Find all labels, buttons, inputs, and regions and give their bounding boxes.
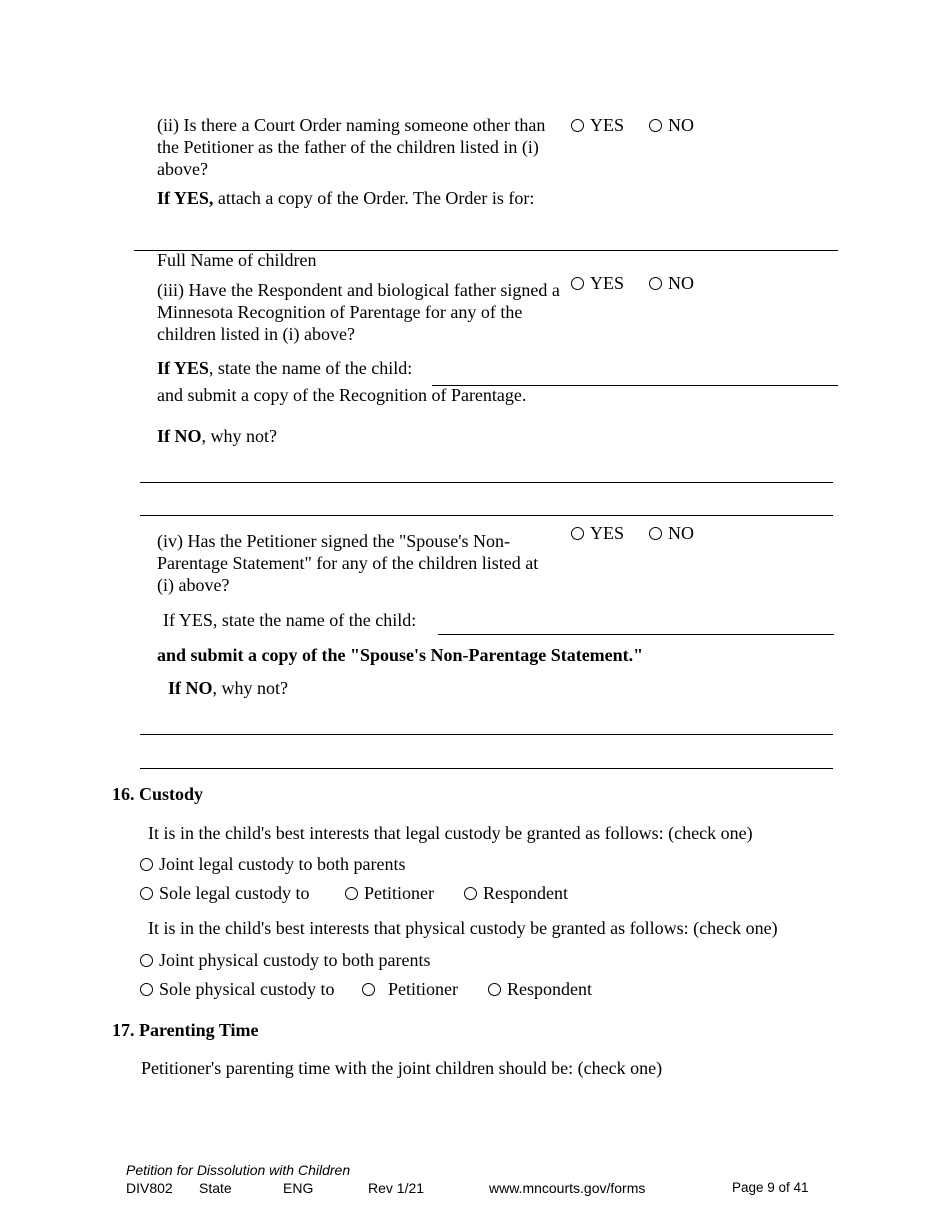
question-iii-if-no xyxy=(157,426,277,447)
parenting-time-intro: Petitioner's parenting time with the joint children should be: (check one) xyxy=(141,1058,663,1078)
radio-icon[interactable] xyxy=(649,277,662,290)
question-ii-yes-option[interactable] xyxy=(571,115,624,135)
question-iii-text: (iii) Have the Respondent and biological father signed a Minnesota Recognition of Parentage for any of the children listed in (i) above? xyxy=(157,280,560,344)
option-label: Respondent xyxy=(507,979,592,999)
radio-icon[interactable] xyxy=(649,527,662,540)
why-not-input-line-2[interactable] xyxy=(140,768,833,769)
section-16-heading xyxy=(112,784,203,805)
radio-icon[interactable] xyxy=(362,983,375,996)
question-iv-if-yes: If YES, state the name of the child: xyxy=(163,610,417,630)
footer-page-number: Page 9 of 41 xyxy=(732,1180,809,1195)
option-label: Sole legal custody to xyxy=(159,883,310,903)
why-not-input-line-1[interactable] xyxy=(140,482,833,483)
question-iii-no-option[interactable] xyxy=(649,273,694,293)
legal-custody-intro: It is in the child's best interests that legal custody be granted as follows: (check one) xyxy=(148,823,753,843)
radio-icon[interactable] xyxy=(140,983,153,996)
option-label: Respondent xyxy=(483,883,568,903)
radio-icon[interactable] xyxy=(464,887,477,900)
radio-icon[interactable] xyxy=(649,119,662,132)
if-yes-bold: If YES xyxy=(157,358,209,378)
radio-icon[interactable] xyxy=(140,858,153,871)
footer-revision: Rev 1/21 xyxy=(368,1180,425,1196)
if-yes-rest: attach a copy of the Order. The Order is for: xyxy=(213,188,535,208)
option-label: Petitioner xyxy=(388,979,458,999)
sole-legal-respondent-option[interactable] xyxy=(464,883,568,903)
radio-icon[interactable] xyxy=(571,277,584,290)
joint-physical-custody-option[interactable] xyxy=(140,950,430,970)
question-ii-text: (ii) Is there a Court Order naming someone other than the Petitioner as the father of the children listed in (i) above? xyxy=(157,115,546,179)
radio-icon[interactable] xyxy=(571,527,584,540)
why-not-input-line-1[interactable] xyxy=(140,734,833,735)
why-not-input-line-2[interactable] xyxy=(140,515,833,516)
footer-website: www.mncourts.gov/forms xyxy=(489,1180,646,1196)
if-no-rest: , why not? xyxy=(201,426,277,446)
question-ii-if-yes xyxy=(157,188,534,209)
sole-legal-petitioner-option[interactable] xyxy=(345,883,434,903)
radio-icon[interactable] xyxy=(140,954,153,967)
full-name-children-label: Full Name of children xyxy=(157,250,317,270)
footer-language: ENG xyxy=(283,1180,314,1196)
question-iv-submit-note xyxy=(157,645,643,666)
option-label: Joint physical custody to both parents xyxy=(159,950,431,970)
yes-label: YES xyxy=(590,115,625,135)
radio-icon[interactable] xyxy=(345,887,358,900)
question-iii-if-yes xyxy=(157,358,412,379)
footer-form-code: DIV802 xyxy=(126,1180,173,1196)
if-no-bold: If NO xyxy=(168,678,213,698)
section-heading: 17. Parenting Time xyxy=(112,1020,259,1040)
question-iv-no-option[interactable] xyxy=(649,523,694,543)
child-name-input-line[interactable] xyxy=(438,634,834,635)
question-iii-yes-option[interactable] xyxy=(571,273,624,293)
sole-physical-custody-option[interactable] xyxy=(140,979,334,999)
option-label: Petitioner xyxy=(364,883,434,903)
question-iv-text: (iv) Has the Petitioner signed the "Spouse's Non-Parentage Statement" for any of the children listed at (i) above? xyxy=(157,531,539,595)
question-iv-yes-option[interactable] xyxy=(571,523,624,543)
sole-physical-petitioner-option[interactable] xyxy=(362,979,458,999)
radio-icon[interactable] xyxy=(488,983,501,996)
physical-custody-intro: It is in the child's best interests that physical custody be granted as follows: (check one) xyxy=(148,918,778,938)
if-no-rest: , why not? xyxy=(212,678,288,698)
radio-icon[interactable] xyxy=(140,887,153,900)
yes-label: YES xyxy=(590,523,625,543)
question-iv-if-no xyxy=(168,678,288,699)
sole-physical-respondent-option[interactable] xyxy=(488,979,592,999)
radio-icon[interactable] xyxy=(571,119,584,132)
option-label: Sole physical custody to xyxy=(159,979,335,999)
submit-note-bold: and submit a copy of the "Spouse's Non-Parentage Statement." xyxy=(157,645,644,665)
sole-legal-custody-option[interactable] xyxy=(140,883,309,903)
if-no-bold: If NO xyxy=(157,426,202,446)
joint-legal-custody-option[interactable] xyxy=(140,854,405,874)
footer-jurisdiction: State xyxy=(199,1180,232,1196)
question-ii-no-option[interactable] xyxy=(649,115,694,135)
if-yes-rest: , state the name of the child: xyxy=(208,358,413,378)
section-17-heading xyxy=(112,1020,259,1041)
option-label: Joint legal custody to both parents xyxy=(159,854,406,874)
question-iii-submit-note: and submit a copy of the Recognition of Parentage. xyxy=(157,385,527,405)
no-label: NO xyxy=(668,523,694,543)
no-label: NO xyxy=(668,115,694,135)
footer-title: Petition for Dissolution with Children xyxy=(126,1162,351,1178)
if-yes-bold: If YES, xyxy=(157,188,214,208)
section-heading: 16. Custody xyxy=(112,784,204,804)
no-label: NO xyxy=(668,273,694,293)
yes-label: YES xyxy=(590,273,625,293)
